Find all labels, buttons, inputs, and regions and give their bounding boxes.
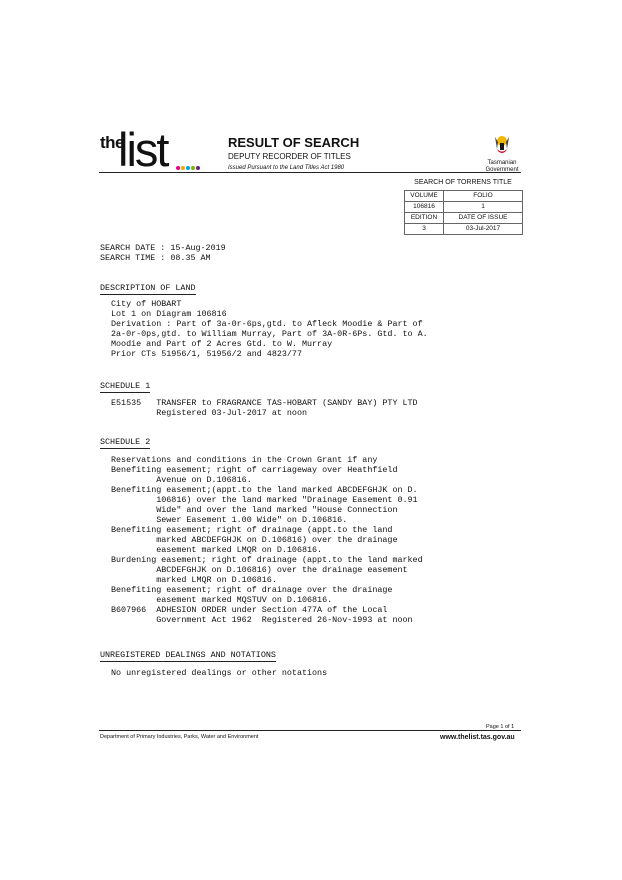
page-subtitle: DEPUTY RECORDER OF TITLES [228, 152, 351, 161]
description-heading: DESCRIPTION OF LAND [100, 283, 196, 293]
torrens-table [404, 190, 523, 235]
tasmanian-government-logo [484, 133, 520, 171]
edition-value: 3 [405, 224, 444, 235]
logo-dots [176, 166, 200, 170]
logo-dot [186, 166, 190, 170]
government-line-2: Government [485, 167, 519, 173]
footer-divider [99, 730, 521, 731]
description-line: Prior CTs 51956/1, 51956/2 and 4823/77 [111, 349, 302, 359]
folio-label: FOLIO [444, 191, 523, 202]
description-line: 2a-0r-0ps,gtd. to William Murray, Part of 3A-0R-6Ps. Gtd. to A. [111, 329, 428, 339]
government-line-1: Tasmanian [487, 160, 517, 166]
unregistered-heading: UNREGISTERED DEALINGS AND NOTATIONS [100, 650, 276, 660]
schedule2-line: Avenue on D.106816. [111, 475, 252, 485]
description-line: City of HOBART [111, 299, 182, 309]
thelist-logo [100, 123, 200, 176]
description-line: Derivation : Part of 3a-0r-6ps,gtd. to Afleck Moodie & Part of [111, 319, 423, 329]
schedule1-block [111, 398, 418, 418]
volume-label: VOLUME [405, 191, 444, 202]
schedule2-line: Sewer Easement 1.00 Wide" on D.106816. [111, 515, 348, 525]
logo-dot [196, 166, 200, 170]
schedule2-block [111, 455, 423, 625]
schedule2-line: Benefiting easement; right of drainage over the drainage [111, 585, 393, 595]
logo-list-text: list [118, 123, 168, 176]
folio-value: 1 [444, 202, 523, 213]
logo-dot [181, 166, 185, 170]
description-line: Moodie and Part of 2 Acres Gtd. to W. Murray [111, 339, 333, 349]
volume-value: 106816 [405, 202, 444, 213]
page-title: RESULT OF SEARCH [228, 135, 360, 150]
schedule2-line: Burdening easement; right of drainage (appt.to the land marked [111, 555, 423, 565]
schedule2-line: B607966 ADHESION ORDER under Section 477A of the Local [111, 605, 388, 615]
website-url: www.thelist.tas.gov.au [440, 734, 515, 741]
crest-icon [489, 133, 515, 155]
description-line: Lot 1 on Diagram 106816 [111, 309, 227, 319]
schedule2-line: Benefiting easement; right of drainage (appt.to the land [111, 525, 393, 535]
search-date: SEARCH DATE : 15-Aug-2019 [100, 243, 226, 253]
schedule1-line: Registered 03-Jul-2017 at noon [111, 408, 308, 418]
schedule1-heading: SCHEDULE 1 [100, 381, 151, 391]
schedule2-line: marked LMQR on D.106816. [111, 575, 277, 585]
logo-dot [176, 166, 180, 170]
header-divider [99, 172, 521, 173]
schedule2-line: easement marked LMQR on D.106816. [111, 545, 323, 555]
department-name: Department of Primary Industries, Parks, Water and Environment [100, 734, 259, 740]
logo-the-text: the [100, 133, 124, 152]
schedule2-line: 106816) over the land marked "Drainage Easement 0.91 [111, 495, 418, 505]
description-block [111, 299, 428, 359]
schedule2-line: Wide" and over the land marked "House Connection [111, 505, 398, 515]
schedule1-line: E51535 TRANSFER to FRAGRANCE TAS-HOBART (SANDY BAY) PTY LTD [111, 398, 418, 408]
schedule2-line: Benefiting easement;(appt.to the land marked ABCDEFGHJK on D. [111, 485, 418, 495]
schedule2-line: Government Act 1962 Registered 26-Nov-1993 at noon [111, 615, 413, 625]
search-time: SEARCH TIME : 08.35 AM [100, 253, 211, 263]
issued-note: Issued Pursuant to the Land Titles Act 1980 [228, 165, 345, 171]
schedule2-line: ABCDEFGHJK on D.106816) over the drainage easement [111, 565, 408, 575]
torrens-heading: SEARCH OF TORRENS TITLE [414, 179, 512, 186]
unregistered-line: No unregistered dealings or other notations [111, 668, 328, 678]
page-number: Page 1 of 1 [486, 724, 515, 730]
schedule2-heading: SCHEDULE 2 [100, 437, 151, 447]
schedule2-line: easement marked MQSTUV on D.106816. [111, 595, 333, 605]
issue-date-label: DATE OF ISSUE [444, 213, 523, 224]
schedule2-line: marked ABCDEFGHJK on D.106816) over the drainage [111, 535, 398, 545]
logo-dot [191, 166, 195, 170]
issue-date-value: 03-Jul-2017 [444, 224, 523, 235]
schedule2-line: Benefiting easement; right of carriageway over Heathfield [111, 465, 398, 475]
schedule2-line: Reservations and conditions in the Crown Grant if any [111, 455, 378, 465]
edition-label: EDITION [405, 213, 444, 224]
